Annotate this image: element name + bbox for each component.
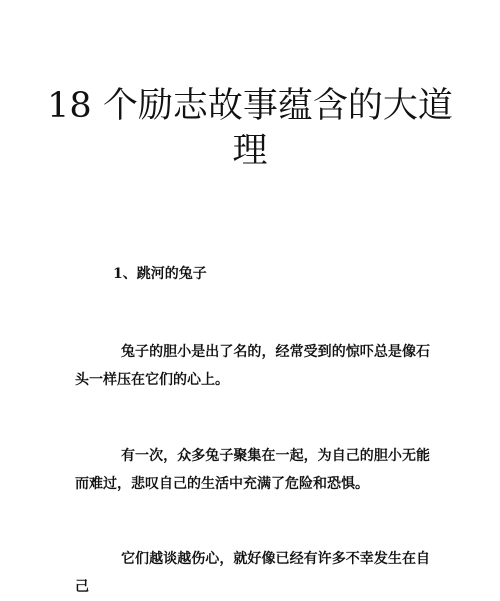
section-heading: 1、跳河的兔子 [113, 266, 207, 282]
paragraph: 它们越谈越伤心，就好像已经有许多不幸发生在自己 [75, 551, 430, 595]
paragraph: 有一次，众多兔子聚集在一起，为自己的胆小无能而难过，悲叹自己的生活中充满了危险和恐惧。 [75, 448, 430, 492]
document-title: 18 个励志故事蕴含的大道理 [47, 86, 453, 171]
paragraph: 兔子的胆小是出了名的，经常受到的惊吓总是像石头一样压在它们的心上。 [75, 344, 430, 388]
